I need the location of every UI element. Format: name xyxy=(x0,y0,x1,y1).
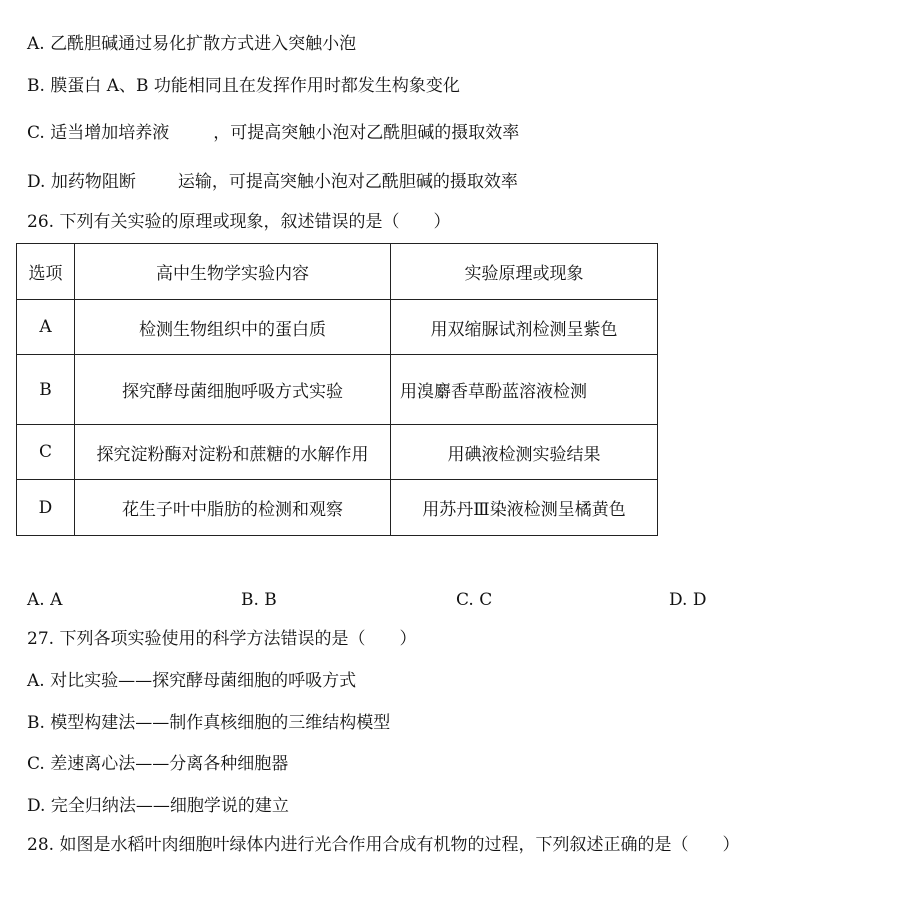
row-option: A xyxy=(17,300,75,355)
q27-option-d: D. 完全归纳法——细胞学说的建立 xyxy=(27,796,289,816)
q25-option-a: A. 乙酰胆碱通过易化扩散方式进入突触小泡 xyxy=(27,34,357,54)
q27-option-a: A. 对比实验——探究酵母菌细胞的呼吸方式 xyxy=(27,671,357,691)
table-row xyxy=(17,425,658,480)
table-row xyxy=(17,355,658,425)
row-option: D xyxy=(17,480,75,536)
header-content: 高中生物学实验内容 xyxy=(75,244,391,300)
q26-stem: 26. 下列有关实验的原理或现象，叙述错误的是（ ） xyxy=(27,212,451,232)
q25-option-c xyxy=(27,122,519,144)
q26-answer-b: B. B xyxy=(241,590,277,610)
row-principle: 用双缩脲试剂检测呈紫色 xyxy=(391,300,658,355)
row-principle: 用苏丹Ⅲ染液检测呈橘黄色 xyxy=(391,480,658,536)
row-content: 花生子叶中脂肪的检测和观察 xyxy=(75,480,391,536)
q27-option-b: B. 模型构建法——制作真核细胞的三维结构模型 xyxy=(27,713,391,733)
q25-option-c-part1: C. 适当增加培养液 xyxy=(27,123,170,143)
row-principle: 用碘液检测实验结果 xyxy=(391,425,658,480)
header-option: 选项 xyxy=(17,244,75,300)
table-header-row xyxy=(17,244,658,300)
q28-stem: 28. 如图是水稻叶肉细胞叶绿体内进行光合作用合成有机物的过程，下列叙述正确的是（ ） xyxy=(27,835,740,855)
table-row xyxy=(17,480,658,536)
q25-option-d-part2: 运输，可提高突触小泡对乙酰胆碱的摄取效率 xyxy=(177,172,518,192)
header-principle: 实验原理或现象 xyxy=(391,244,658,300)
row-option: C xyxy=(17,425,75,480)
q26-answer-d: D. D xyxy=(669,590,707,610)
q26-answer-c: C. C xyxy=(456,590,493,610)
q25-option-b: B. 膜蛋白 A、B 功能相同且在发挥作用时都发生构象变化 xyxy=(27,76,460,96)
q27-option-c: C. 差速离心法——分离各种细胞器 xyxy=(27,754,289,774)
row-content: 检测生物组织中的蛋白质 xyxy=(75,300,391,355)
row-content: 探究淀粉酶对淀粉和蔗糖的水解作用 xyxy=(75,425,391,480)
row-content: 探究酵母菌细胞呼吸方式实验 xyxy=(75,355,391,425)
q25-option-d xyxy=(27,171,518,193)
q25-option-d-part1: D. 加药物阻断 xyxy=(27,172,136,192)
row-option: B xyxy=(17,355,75,425)
q25-option-c-part2: ，可提高突触小泡对乙酰胆碱的摄取效率 xyxy=(213,123,520,143)
experiment-table xyxy=(16,243,658,536)
q26-answer-a: A. A xyxy=(27,590,63,610)
row-principle: 用溴麝香草酚蓝溶液检测 xyxy=(391,355,658,425)
q27-stem: 27. 下列各项实验使用的科学方法错误的是（ ） xyxy=(27,629,417,649)
table-row xyxy=(17,300,658,355)
